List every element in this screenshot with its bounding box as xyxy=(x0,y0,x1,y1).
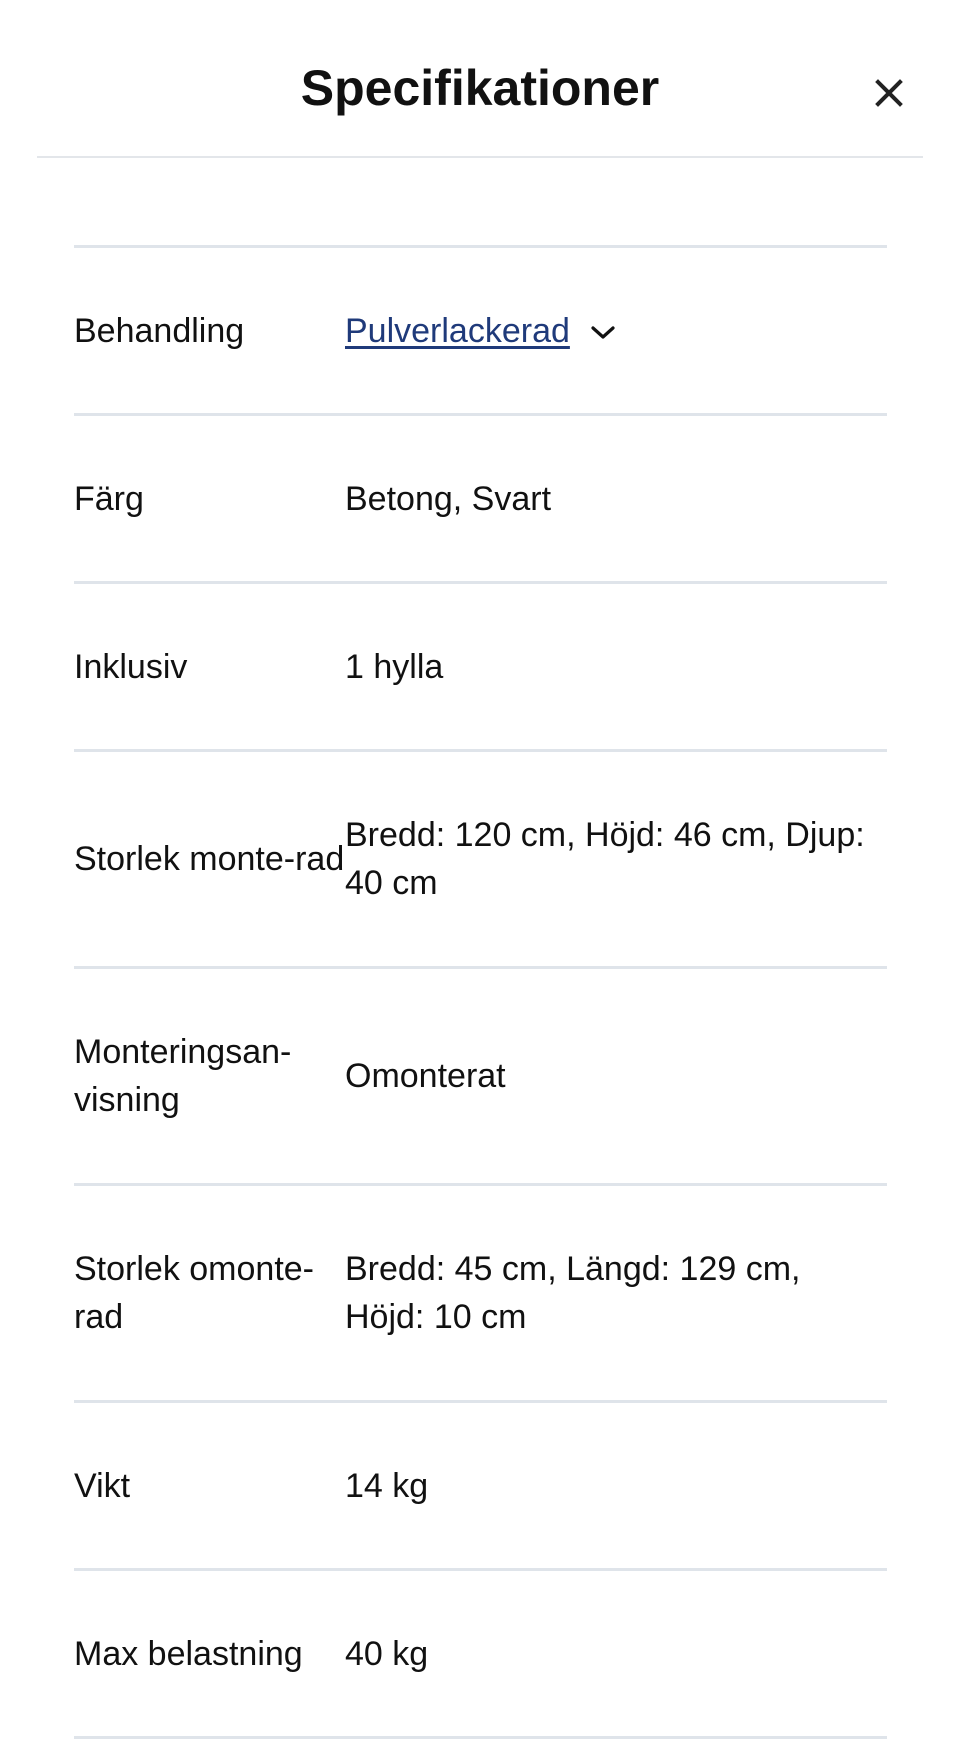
spec-row-monteringsanvisning xyxy=(74,969,887,1186)
spec-row-behandling xyxy=(74,248,887,416)
spec-label: Storlek omonte-rad xyxy=(74,1250,314,1336)
spec-row-storlek-monterad xyxy=(74,752,887,969)
spec-value: Bredd: 120 cm, Höjd: 46 cm, Djup: 40 cm xyxy=(345,816,865,902)
spec-value: 1 hylla xyxy=(345,647,444,686)
spec-label: Monteringsan-visning xyxy=(74,1033,292,1119)
spec-label: Storlek monte-rad xyxy=(74,840,345,878)
spec-row-inklusiv xyxy=(74,584,887,752)
page-title: Specifikationer xyxy=(300,60,660,116)
spec-value: 14 kg xyxy=(345,1466,429,1505)
spec-row-storlek-omonterad xyxy=(74,1186,887,1403)
spec-row-vikt xyxy=(74,1403,887,1571)
treatment-link[interactable]: Pulverlackerad xyxy=(345,311,570,350)
spec-value: Betong, Svart xyxy=(345,479,552,518)
chevron-down-icon[interactable] xyxy=(590,325,616,341)
spec-value: 40 kg xyxy=(345,1634,429,1673)
spec-label: Färg xyxy=(74,479,144,518)
spec-label: Max belastning xyxy=(74,1634,303,1673)
close-button[interactable] xyxy=(861,65,917,121)
spec-value: Bredd: 45 cm, Längd: 129 cm, Höjd: 10 cm xyxy=(345,1250,801,1336)
close-icon xyxy=(874,78,904,108)
spec-label: Inklusiv xyxy=(74,647,188,686)
spec-value: Omonterat xyxy=(345,1057,506,1095)
spec-label: Behandling xyxy=(74,311,245,350)
spec-list xyxy=(74,245,887,1739)
modal-header xyxy=(37,0,923,158)
spec-row-max-belastning xyxy=(74,1571,887,1739)
spec-value xyxy=(345,307,887,355)
spec-label: Vikt xyxy=(74,1466,131,1505)
spec-row-farg xyxy=(74,416,887,584)
